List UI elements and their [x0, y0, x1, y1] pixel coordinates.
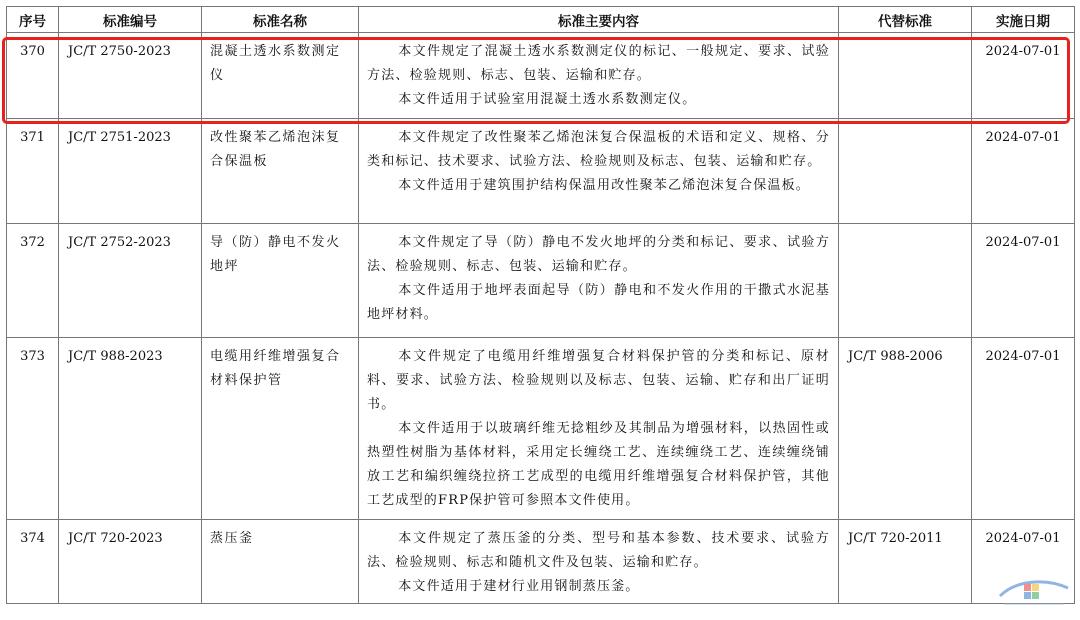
header-content: 标准主要内容 [359, 7, 839, 33]
row-name: 电缆用纤维增强复合材料保护管 [210, 349, 341, 388]
row-replaces: JC/T 720-2011 [848, 531, 943, 546]
row-content [359, 520, 838, 603]
row-cell-name [202, 224, 359, 338]
row-no: 370 [20, 44, 45, 59]
content-paragraph: 本文件适用于建材行业用钢制蒸压釜。 [398, 579, 640, 594]
content-paragraph: 本文件适用于地坪表面起导（防）静电和不发火作用的干撒式水泥基地坪材料。 [367, 283, 830, 322]
standards-table [6, 6, 1075, 604]
row-code: JC/T 2750-2023 [68, 44, 171, 59]
table-row [7, 338, 1075, 520]
table-row [7, 33, 1075, 119]
row-cell-replaces [839, 520, 972, 604]
logo-square-blue [1024, 592, 1031, 599]
row-name: 蒸压釜 [210, 531, 254, 546]
content-paragraph: 本文件适用于建筑围护结构保温用改性聚苯乙烯泡沫复合保温板。 [398, 178, 810, 193]
row-cell-code [59, 224, 202, 338]
row-cell-name [202, 520, 359, 604]
row-cell-date [972, 224, 1075, 338]
table-header-row [7, 7, 1075, 33]
row-cell-replaces [839, 224, 972, 338]
row-cell-no [7, 520, 59, 604]
header-name: 标准名称 [202, 7, 359, 33]
row-cell-name [202, 33, 359, 119]
row-content [359, 119, 838, 202]
row-cell-replaces [839, 33, 972, 119]
row-replaces: JC/T 988-2006 [848, 349, 943, 364]
table-row [7, 520, 1075, 604]
row-content [359, 338, 838, 517]
row-code: JC/T 720-2023 [68, 531, 163, 546]
row-cell-no [7, 33, 59, 119]
row-cell-no [7, 224, 59, 338]
content-paragraph: 本文件规定了导（防）静电不发火地坪的分类和标记、要求、试验方法、检验规则、标志、包装、运输和贮存。 [367, 235, 830, 274]
content-paragraph: 本文件规定了改性聚苯乙烯泡沫复合保温板的术语和定义、规格、分类和标记、技术要求、试验方法、检验规则及标志、包装、运输和贮存。 [367, 130, 830, 169]
logo-square-green [1032, 592, 1039, 599]
table-row [7, 119, 1075, 224]
row-replaces [839, 119, 971, 130]
logo-square-yellow [1032, 584, 1039, 591]
row-date: 2024-07-01 [985, 531, 1061, 546]
row-cell-code [59, 338, 202, 520]
row-replaces [839, 224, 971, 235]
row-cell-content [359, 520, 839, 604]
row-cell-date [972, 119, 1075, 224]
row-name: 改性聚苯乙烯泡沫复合保温板 [210, 130, 341, 169]
row-no: 372 [20, 235, 45, 250]
content-paragraph: 本文件规定了混凝土透水系数测定仪的标记、一般规定、要求、试验方法、检验规则、标志、包装、运输和贮存。 [367, 44, 830, 83]
row-cell-date [972, 33, 1075, 119]
content-paragraph: 本文件规定了电缆用纤维增强复合材料保护管的分类和标记、原材料、要求、试验方法、检验规则以及标志、包装、运输、贮存和出厂证明书。 [367, 349, 830, 412]
row-name: 混凝土透水系数测定仪 [210, 44, 341, 83]
row-no: 371 [20, 130, 45, 145]
row-date: 2024-07-01 [985, 44, 1061, 59]
header-date: 实施日期 [972, 7, 1075, 33]
row-code: JC/T 988-2023 [68, 349, 163, 364]
row-cell-no [7, 119, 59, 224]
row-cell-name [202, 338, 359, 520]
row-cell-content [359, 33, 839, 119]
row-cell-replaces [839, 338, 972, 520]
site-logo-icon [994, 566, 1074, 614]
row-content [359, 224, 838, 331]
standards-table-sheet [6, 6, 1074, 604]
row-cell-code [59, 33, 202, 119]
row-date: 2024-07-01 [985, 130, 1061, 145]
row-replaces [839, 33, 971, 44]
row-no: 374 [20, 531, 45, 546]
content-paragraph: 本文件规定了蒸压釜的分类、型号和基本参数、技术要求、试验方法、检验规则、标志和随机文件及包装、运输和贮存。 [367, 531, 830, 570]
logo-square-red [1024, 584, 1031, 591]
row-date: 2024-07-01 [985, 349, 1061, 364]
content-paragraph: 本文件适用于以玻璃纤维无捻粗纱及其制品为增强材料，以热固性或热塑性树脂为基体材料，采用定长缠绕工艺、连续缠绕工艺、连续缠绕铺放工艺和编织缠绕拉挤工艺成型的电缆用纤维增强复合材料保护管，其他工艺成型的FRP保护管可参照本文件使用。 [367, 421, 830, 508]
header-replaces: 代替标准 [839, 7, 972, 33]
row-content [359, 33, 838, 116]
header-code: 标准编号 [59, 7, 202, 33]
row-no: 373 [20, 349, 45, 364]
row-cell-content [359, 119, 839, 224]
content-paragraph: 本文件适用于试验室用混凝土透水系数测定仪。 [398, 92, 697, 107]
row-cell-content [359, 224, 839, 338]
row-cell-date [972, 338, 1075, 520]
row-cell-code [59, 119, 202, 224]
row-cell-no [7, 338, 59, 520]
row-cell-content [359, 338, 839, 520]
row-name: 导（防）静电不发火地坪 [210, 235, 341, 274]
row-cell-replaces [839, 119, 972, 224]
table-row [7, 224, 1075, 338]
row-code: JC/T 2751-2023 [68, 130, 171, 145]
row-cell-name [202, 119, 359, 224]
header-no: 序号 [7, 7, 59, 33]
row-code: JC/T 2752-2023 [68, 235, 171, 250]
row-cell-code [59, 520, 202, 604]
row-date: 2024-07-01 [985, 235, 1061, 250]
